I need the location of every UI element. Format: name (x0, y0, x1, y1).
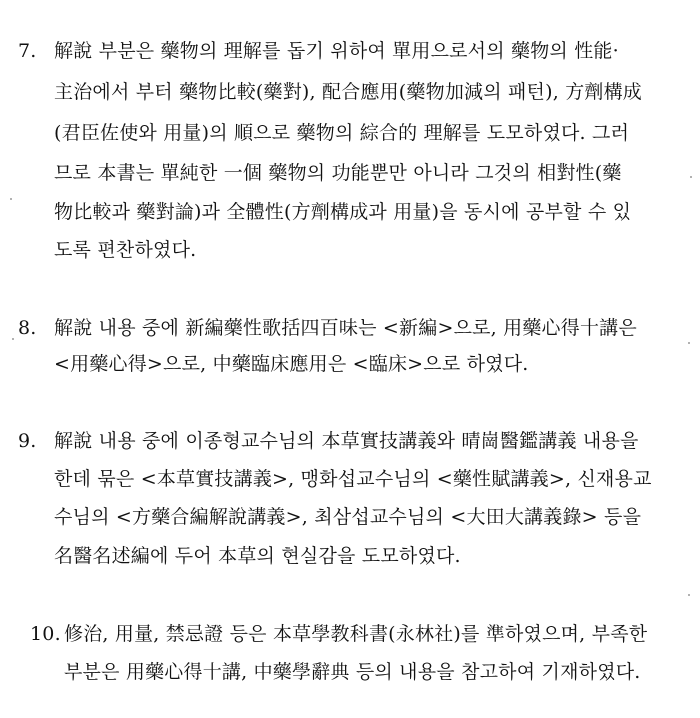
item-number: 10. (30, 623, 61, 645)
item-9-line-2 (54, 467, 652, 491)
item-number: 9. (18, 430, 37, 452)
item-text: 解說 내용 중에 이종형교수님의 本草實技講義와 晴崗醫鑑講義 내용을 (54, 430, 639, 452)
item-8-line-1 (18, 316, 637, 340)
item-text: 부분은 用藥心得十講, 中藥學辭典 등의 내용을 참고하여 기재하였다. (64, 661, 641, 683)
item-number: 8. (18, 317, 37, 339)
item-text: 主治에서 부터 藥物比較(藥對), 配合應用(藥物加減의 패턴), 方劑構成 (54, 81, 643, 103)
item-7-line-3 (54, 121, 629, 145)
item-8-line-2 (54, 352, 529, 376)
item-text: 므로 本書는 單純한 一個 藥物의 功能뿐만 아니라 그것의 相對性(藥 (54, 162, 622, 184)
item-text: 物比較과 藥對論)과 全體性(方劑構成과 用量)을 동시에 공부할 수 있 (54, 201, 632, 223)
item-text: <用藥心得>으로, 中藥臨床應用은 <臨床>으로 하였다. (54, 353, 529, 375)
item-text: 도록 편찬하였다. (54, 239, 197, 261)
scan-speck (12, 338, 14, 340)
item-7-line-6 (54, 238, 196, 262)
scan-speck (10, 198, 12, 200)
item-7-line-4 (54, 161, 622, 185)
item-text: (君臣佐使와 用量)의 順으로 藥物의 綜合的 理解를 도모하였다. 그러 (54, 122, 630, 144)
item-text: 解說 부분은 藥物의 理解를 돕기 위하여 單用으로서의 藥物의 性能· (54, 40, 619, 62)
item-10-line-2 (64, 660, 641, 684)
scan-speck (688, 594, 690, 596)
item-9-line-3 (54, 505, 641, 529)
item-9-line-1 (18, 429, 639, 453)
item-7-line-1 (18, 39, 619, 63)
item-text: 解說 내용 중에 新編藥性歌括四百味는 <新編>으로, 用藥心得十講은 (54, 317, 637, 339)
item-10-line-1 (30, 622, 647, 646)
item-text: 名醫名述編에 두어 本草의 현실감을 도모하였다. (54, 545, 461, 567)
item-text: 한데 묶은 <本草實技講義>, 맹화섭교수님의 <藥性賦講義>, 신재용교 (54, 468, 652, 490)
item-text: 修治, 用量, 禁忌證 등은 本草學教科書(永林社)를 準하였으며, 부족한 (64, 623, 648, 645)
item-7-line-2 (54, 80, 642, 104)
item-7-line-5 (54, 200, 631, 224)
item-number: 7. (18, 40, 37, 62)
item-text: 수님의 <方藥合編解說講義>, 최삼섭교수님의 <大田大講義錄> 등을 (54, 506, 642, 528)
scan-speck (688, 342, 690, 344)
item-9-line-4 (54, 544, 461, 568)
scan-speck (690, 176, 692, 178)
